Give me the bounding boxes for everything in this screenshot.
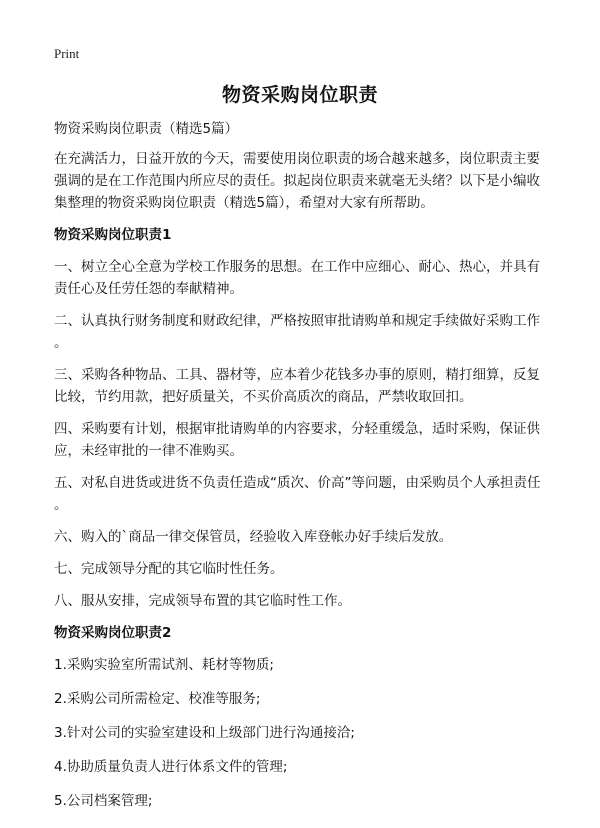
section-heading-2: 物资采购岗位职责2 — [54, 625, 172, 641]
paragraph-line: 应，未经审批的一律不准购买。 — [54, 443, 243, 459]
paragraph-line: 。 — [54, 335, 68, 351]
paragraph-line: 八、服从安排，完成领导布置的其它临时性工作。 — [54, 593, 351, 609]
list-item: 5.公司档案管理; — [54, 793, 153, 809]
document-subtitle: 物资采购岗位职责（精选5篇） — [54, 121, 239, 137]
duty-paragraph — [54, 590, 550, 612]
list-item: 1.采购实验室所需试剂、耗材等物质; — [54, 657, 274, 673]
duty-paragraph — [54, 472, 550, 516]
document-content — [54, 118, 550, 812]
duty-paragraph — [54, 418, 550, 462]
page-title: 物资采购岗位职责 — [221, 84, 378, 106]
duty-paragraph — [54, 364, 550, 408]
paragraph-line: 。 — [54, 497, 68, 513]
intro-line: 强调的是在工作范围内所应尽的责任。拟起岗位职责来就毫无头绪？以下是小编收 — [54, 173, 540, 189]
list-item: 2.采购公司所需检定、校准等服务; — [54, 691, 261, 707]
print-label: Print — [54, 46, 80, 61]
list-item: 3.针对公司的实验室建设和上级部门进行沟通接洽; — [54, 725, 355, 741]
paragraph-line: 一、树立全心全意为学校工作服务的思想。在工作中应细心、耐心、热心，并具有 — [54, 259, 540, 275]
duty-paragraph — [54, 310, 550, 354]
duty-paragraph — [54, 558, 550, 580]
intro-paragraph — [54, 148, 550, 214]
paragraph-line: 比较，节约用款，把好质量关，不买价高质次的商品，严禁收取回扣。 — [54, 389, 473, 405]
intro-line: 在充满活力，日益开放的今天，需要使用岗位职责的场合越来越多，岗位职责主要 — [54, 151, 540, 167]
paragraph-line: 七、完成领导分配的其它临时性任务。 — [54, 561, 284, 577]
list-item: 4.协助质量负责人进行体系文件的管理; — [54, 759, 288, 775]
duty-paragraph — [54, 256, 550, 300]
paragraph-line: 五、对私自进货或进货不负责任造成“质次、价高”等问题，由采购员个人承担责任 — [54, 475, 541, 491]
paragraph-line: 四、采购要有计划，根据审批请购单的内容要求，分轻重缓急，适时采购，保证供 — [54, 421, 540, 437]
duty-paragraph — [54, 526, 550, 548]
paragraph-line: 责任心及任劳任怨的奉献精神。 — [54, 281, 243, 297]
paragraph-line: 六、购入的`商品一律交保管员，经验收入库登帐办好手续后发放。 — [54, 529, 453, 545]
intro-line: 集整理的物资采购岗位职责（精选5篇），希望对大家有所帮助。 — [54, 195, 434, 211]
paragraph-line: 三、采购各种物品、工具、器材等，应本着少花钱多办事的原则，精打细算，反复 — [54, 367, 540, 383]
section-heading-1: 物资采购岗位职责1 — [54, 227, 172, 243]
paragraph-line: 二、认真执行财务制度和财政纪律，严格按照审批请购单和规定手续做好采购工作 — [54, 313, 540, 329]
